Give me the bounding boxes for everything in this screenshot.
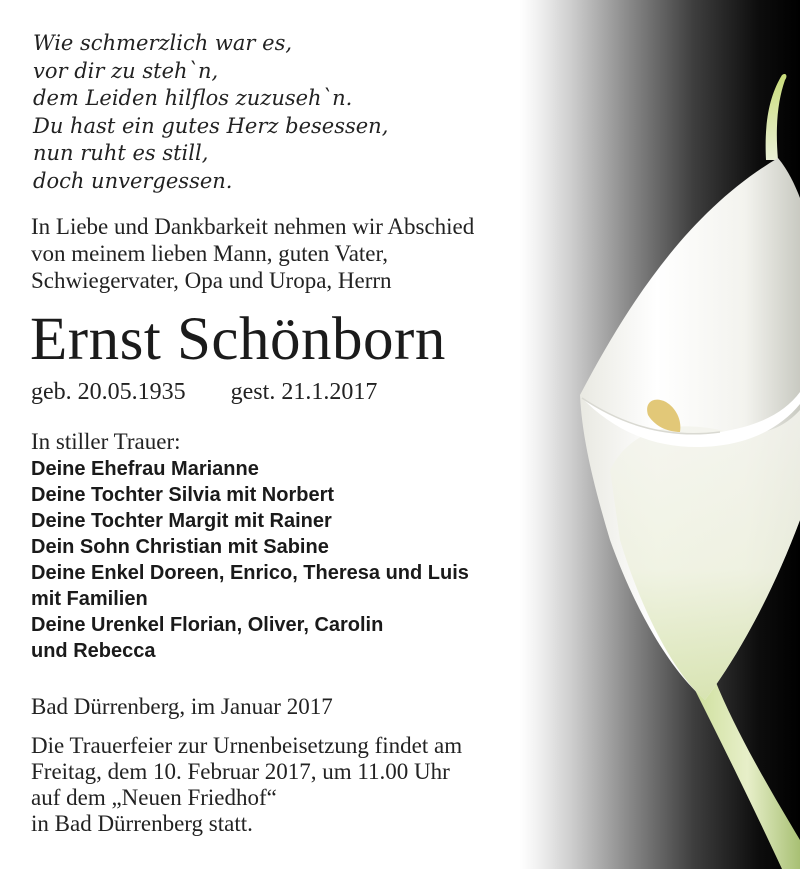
poem-line: Du hast ein gutes Herz besessen, xyxy=(33,113,389,138)
poem-line: doch unvergessen. xyxy=(33,168,233,193)
intro-line: Schwiegervater, Opa und Uropa, Herrn xyxy=(31,268,392,293)
birth-date: geb. 20.05.1935 xyxy=(31,379,186,405)
mourner-line: mit Familien xyxy=(31,588,148,610)
mourning-label: In stiller Trauer: xyxy=(31,429,181,454)
mourners-list xyxy=(31,456,469,664)
mourner-line: und Rebecca xyxy=(31,640,156,662)
mourner-line: Deine Tochter Margit mit Rainer xyxy=(31,510,332,532)
calla-lily-icon xyxy=(520,0,800,869)
poem xyxy=(33,30,388,195)
intro-line: In Liebe und Dankbarkeit nehmen wir Abschied xyxy=(31,214,475,239)
mourner-line: Deine Ehefrau Marianne xyxy=(31,458,259,480)
ceremony-line: Freitag, dem 10. Februar 2017, um 11.00 Uhr xyxy=(31,759,450,784)
life-dates xyxy=(31,378,377,406)
ceremony-line: auf dem „Neuen Friedhof“ xyxy=(31,785,277,810)
death-date: gest. 21.1.2017 xyxy=(230,379,378,405)
mourner-line: Deine Enkel Doreen, Enrico, Theresa und Luis xyxy=(31,562,469,584)
poem-line: nun ruht es still, xyxy=(33,141,209,165)
deceased-name: Ernst Schönborn xyxy=(30,306,446,373)
mourner-line: Dein Sohn Christian mit Sabine xyxy=(31,536,329,558)
mourner-line: Deine Urenkel Florian, Oliver, Carolin xyxy=(31,614,384,636)
ceremony-line: in Bad Dürrenberg statt. xyxy=(31,811,253,836)
poem-line: vor dir zu steh`n, xyxy=(33,58,219,83)
place-date: Bad Dürrenberg, im Januar 2017 xyxy=(31,694,333,719)
calla-lily-image xyxy=(520,0,800,869)
mourner-line: Deine Tochter Silvia mit Norbert xyxy=(31,484,335,506)
poem-line: dem Leiden hilflos zuzuseh`n. xyxy=(33,86,353,110)
ceremony-info xyxy=(31,733,462,837)
poem-line: Wie schmerzlich war es, xyxy=(33,31,293,55)
ceremony-line: Die Trauerfeier zur Urnenbeisetzung findet am xyxy=(31,733,463,758)
intro-line: von meinem lieben Mann, guten Vater, xyxy=(31,241,388,266)
intro-text xyxy=(31,213,474,294)
